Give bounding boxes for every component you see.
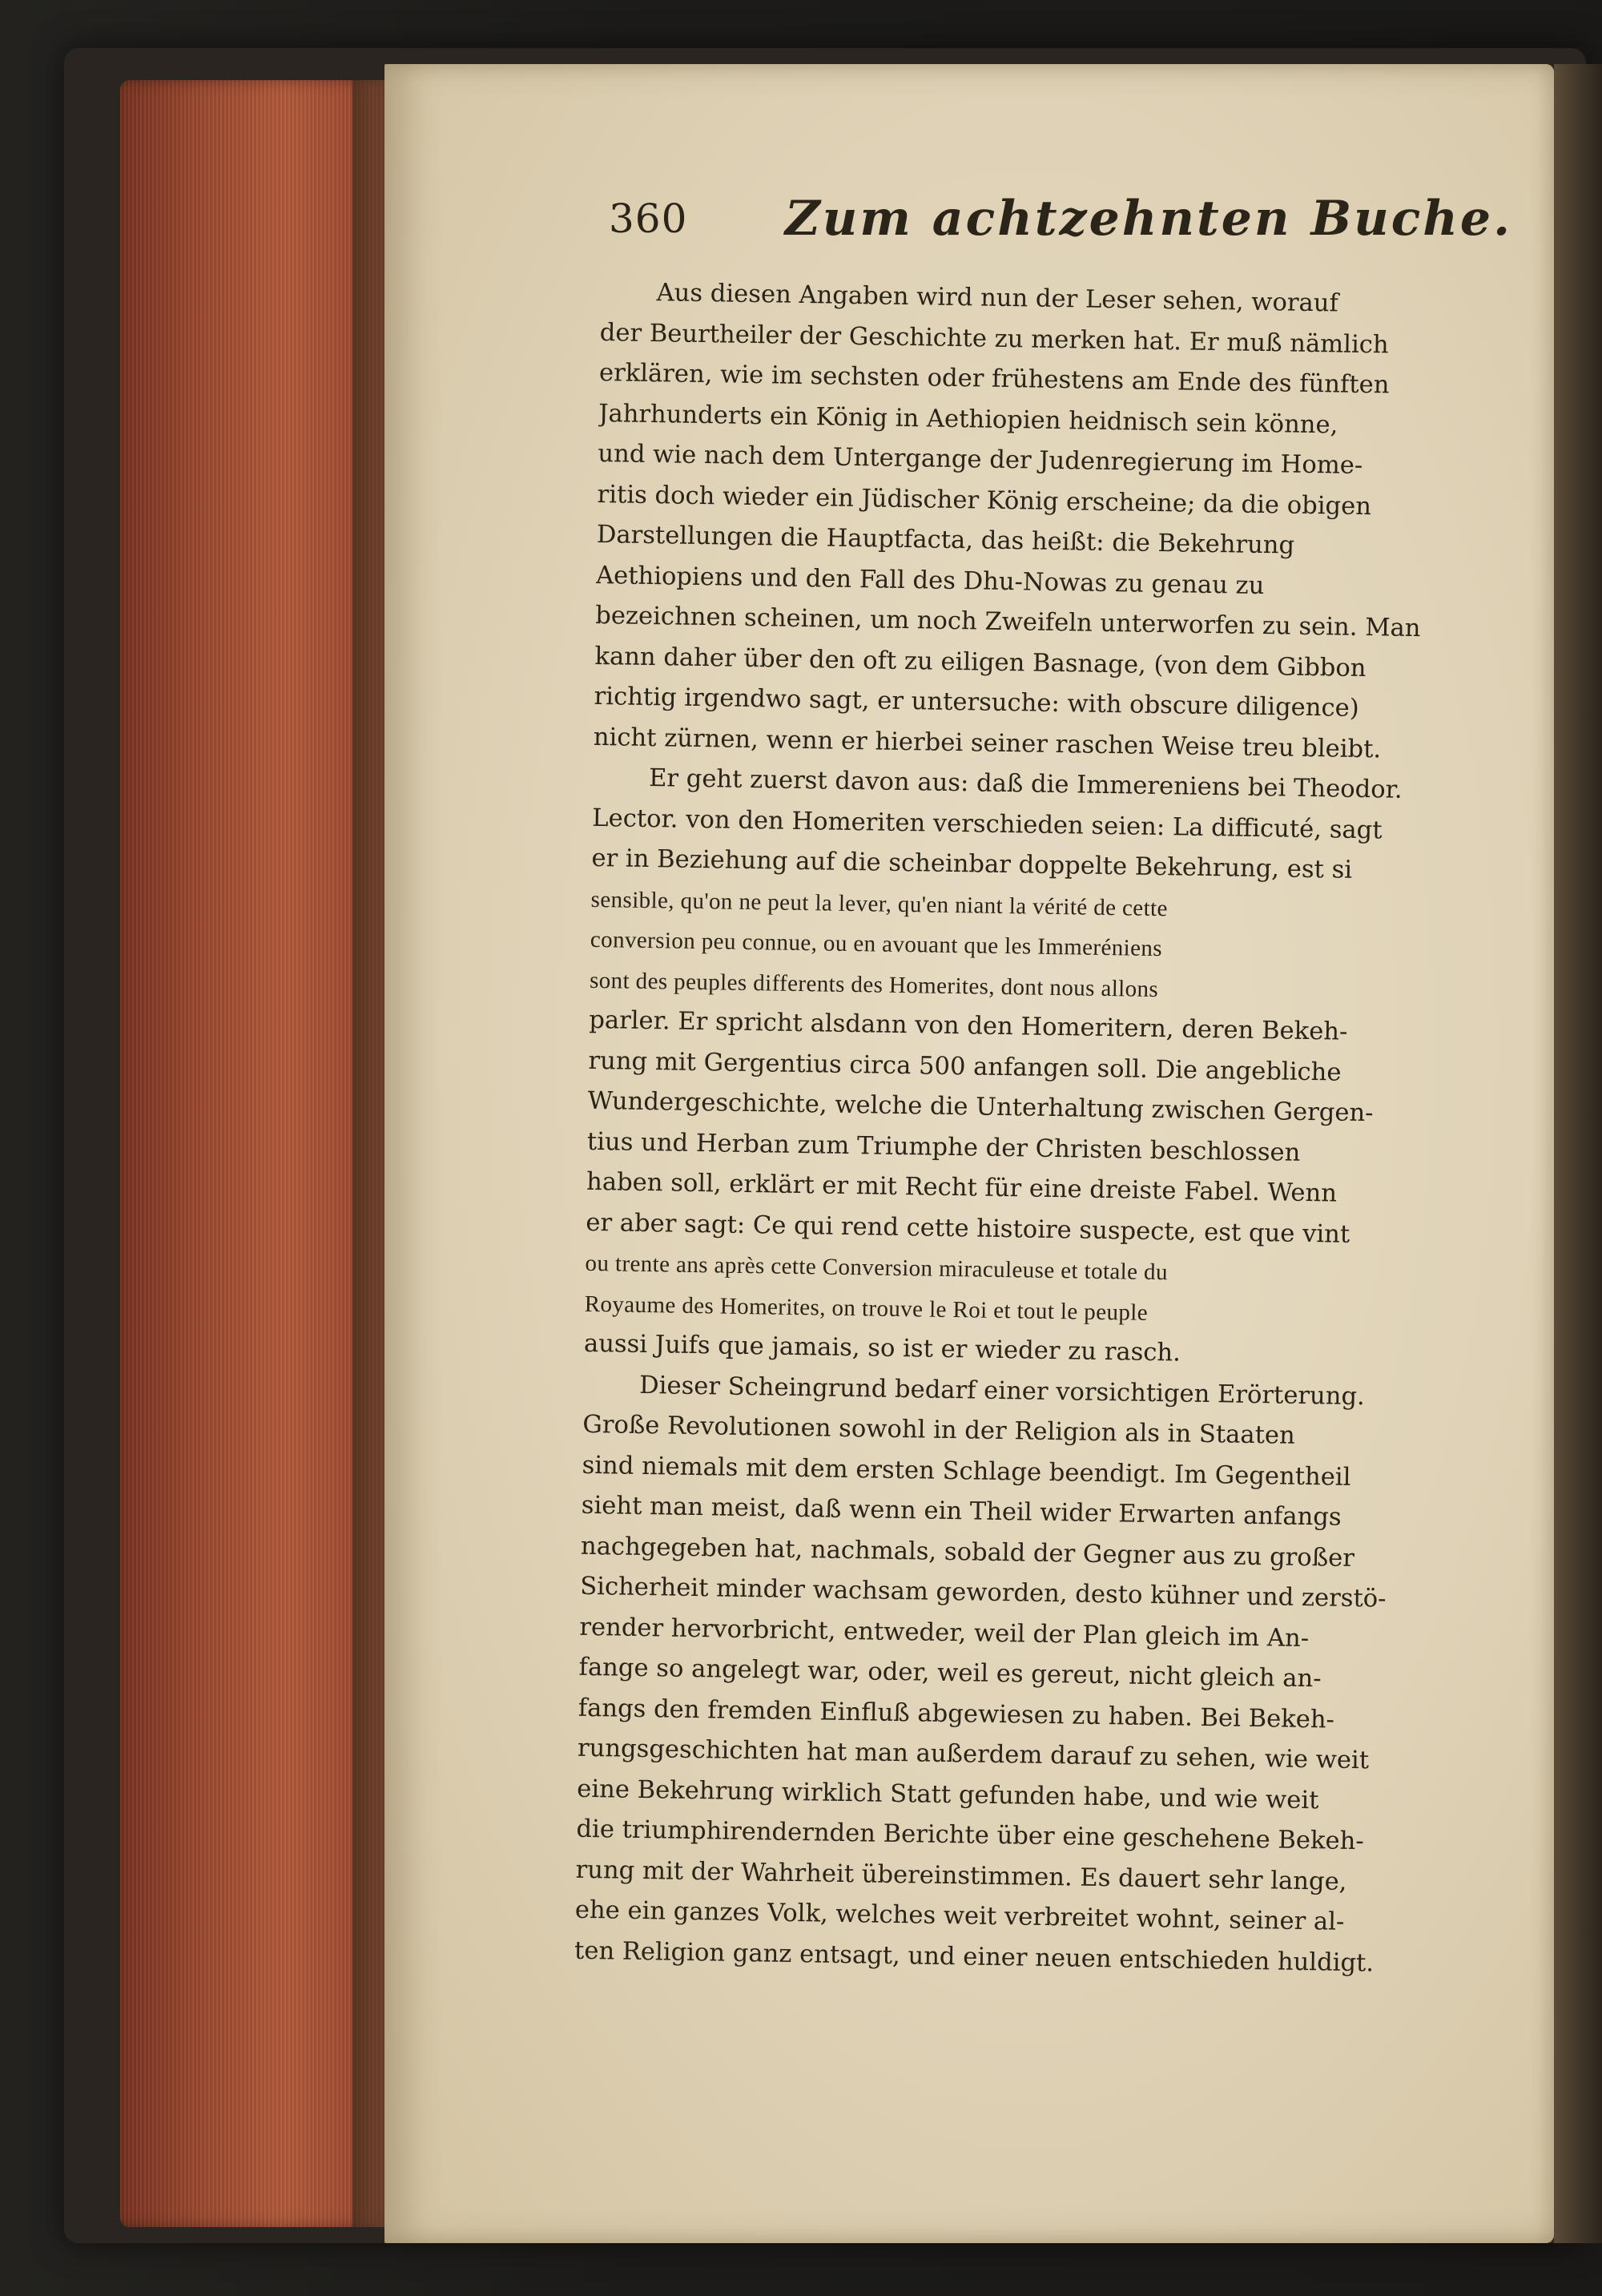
text-line: ten Religion ganz entsagt, und einer neuen entschieden huldigt. [574,1936,1375,1977]
text-line: er aber sagt: Ce qui rend cette histoire suspecte, est que vint [586,1208,1350,1249]
text-line: sont des peuples differents des Homerites, dont nous allons [589,967,1159,1002]
page-block-fore-edge [120,80,392,2227]
text-line: die triumphirendernden Berichte über eine geschehene Bekeh- [576,1815,1364,1856]
text-line: und wie nach dem Untergange der Judenregierung im Home- [598,439,1363,480]
text-line: Jahrhunderts ein König in Aethiopien heidnisch sein könne, [598,399,1338,439]
body-text [574,272,1506,1985]
running-head: Zum achtzehnten Buche. [785,191,1512,247]
text-line: Er geht zuerst davon aus: daß die Immereniens bei Theodor. [648,764,1403,804]
text-line: parler. Er spricht alsdann von den Homeritern, deren Bekeh- [589,1005,1348,1046]
text-line: er in Beziehung auf die scheinbar doppelte Bekehrung, est si [591,844,1353,884]
text-line: Royaume des Homerites, on trouve le Roi et tout le peuple [584,1291,1149,1326]
text-line: Lector. von den Homeriten verschieden seien: La difficuté, sagt [592,804,1383,844]
text-line: Aethiopiens und den Fall des Dhu-Nowas zu genau zu [595,561,1265,600]
right-book-edge [1554,64,1602,2243]
text-line: nicht zürnen, wenn er hierbei seiner raschen Weise treu bleibt. [593,723,1382,763]
page-number: 360 [609,195,688,242]
text-line: sind niemals mit dem ersten Schlage beendigt. Im Gegentheil [582,1451,1351,1492]
text-line: fange so angelegt war, oder, weil es gereut, nicht gleich an- [578,1653,1322,1694]
text-line: ehe ein ganzes Volk, welches weit verbreitet wohnt, seiner al- [574,1895,1345,1936]
text-line: eine Bekehrung wirklich Statt gefunden habe, und wie weit [576,1774,1319,1815]
page-header [609,191,1538,255]
text-line: rungsgeschichten hat man außerdem darauf zu sehen, wie weit [577,1734,1370,1775]
text-line: aussi Juifs que jamais, so ist er wieder zu rasch. [583,1329,1181,1368]
text-line: kann daher über den oft zu eiligen Basnage, (von dem Gibbon [594,642,1367,683]
text-line: der Beurtheiler der Geschichte zu merken hat. Er muß nämlich [599,318,1389,359]
text-line: bezeichnen scheinen, um noch Zweifeln unterworfen zu sein. Man [594,601,1421,643]
text-line: render hervorbricht, entweder, weil der Plan gleich im An- [579,1613,1310,1653]
text-line: Große Revolutionen sowohl in der Religion als in Staaten [582,1410,1296,1450]
text-line: Darstellungen die Hauptfacta, das heißt: die Bekehrung [596,520,1295,560]
text-line: erklären, wie im sechsten oder frühestens am Ende des fünften [598,358,1390,400]
text-line: fangs den fremden Einfluß abgewiesen zu haben. Bei Bekeh- [578,1694,1335,1734]
text-line: tius und Herban zum Triumphe der Christen beschlossen [586,1127,1301,1167]
text-line: conversion peu connue, ou en avouant que les Immeréniens [590,926,1163,962]
text-line: Dieser Scheingrund bedarf einer vorsichtigen Erörterung. [638,1371,1366,1411]
text-line: haben soll, erklärt er mit Recht für eine dreiste Fabel. Wenn [586,1167,1338,1208]
text-line: ritis doch wieder ein Jüdischer König erscheine; da die obigen [597,480,1372,521]
text-line: nachgegeben hat, nachmals, sobald der Gegner aus zu großer [580,1532,1355,1573]
text-line: richtig irgendwo sagt, er untersuche: with obscure diligence) [594,682,1359,723]
text-line: Wundergeschichte, welche die Unterhaltung zwischen Gergen- [587,1086,1374,1128]
text-line: Sicherheit minder wachsam geworden, desto kühner und zerstö- [579,1572,1387,1613]
text-line: rung mit Gergentius circa 500 anfangen soll. Die angebliche [588,1046,1342,1087]
text-line: Aus diesen Angaben wird nun der Leser sehen, worauf [656,279,1339,318]
text-line: sensible, qu'on ne peut la lever, qu'en niant la vérité de cette [590,886,1169,921]
text-line: ou trente ans après cette Conversion miraculeuse et totale du [585,1250,1169,1286]
text-line: rung mit der Wahrheit übereinstimmen. Es dauert sehr lange, [575,1855,1347,1896]
text-line: sieht man meist, daß wenn ein Theil wider Erwarten anfangs [581,1491,1342,1532]
